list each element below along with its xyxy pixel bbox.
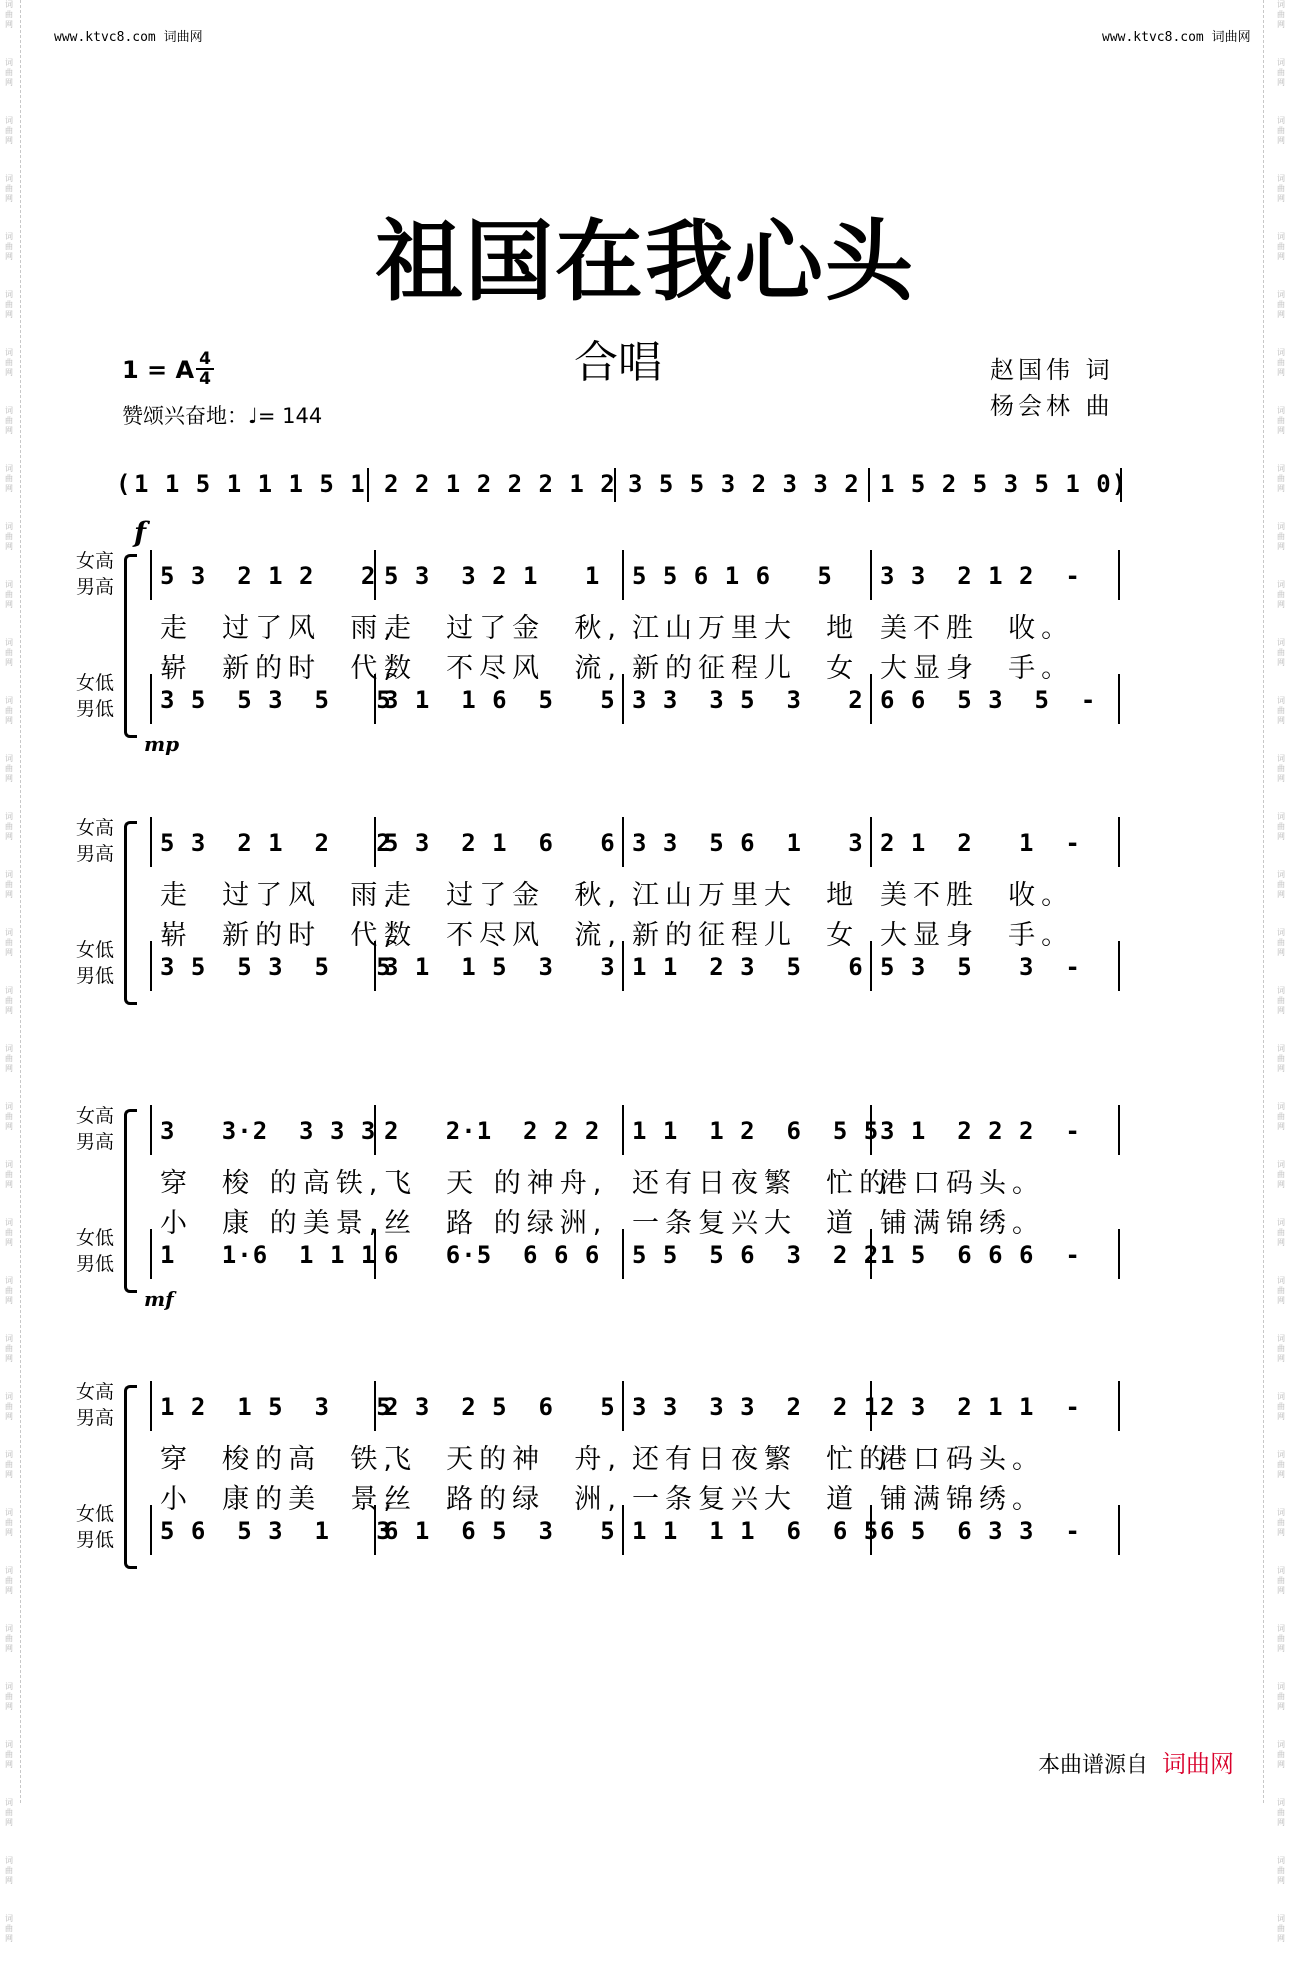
side-watermark-text: 词 曲 网 [1277,812,1285,841]
barline [622,1381,624,1431]
barline [622,941,624,991]
upper-voice-notes: 3 3 3 3 2 2 1 [632,1393,880,1421]
part-label: 男低 [76,965,115,987]
lower-voice-notes: 5 3 5 3 - [880,953,1081,981]
lyrics-verse-1: 飞 天 的神舟, [384,1168,608,1199]
side-watermark-text: 词 曲 网 [1277,928,1285,957]
lower-voice-notes: 5 6 5 3 1 3 [160,1517,392,1545]
part-label: 男低 [76,1529,115,1551]
lower-voice-notes: 3 3 3 5 3 2 [632,686,864,714]
lower-voice-notes: 6 6·5 6 6 6 [384,1241,601,1269]
side-watermark-text: 词 曲 网 [5,522,13,551]
part-label: 女低 [76,672,115,694]
side-watermark-text: 词 曲 网 [5,1102,13,1131]
time-signature-top: 4 [199,349,211,369]
side-watermark-text: 词 曲 网 [5,986,13,1015]
part-label: 男低 [76,698,115,720]
side-watermark-text: 词 曲 网 [5,580,13,609]
upper-voice-notes: 5 3 2 1 2 2 [160,829,392,857]
side-watermark-text: 词 曲 网 [1277,1508,1285,1537]
side-watermark-text: 词 曲 网 [1277,1450,1285,1479]
side-watermark-text: 词 曲 网 [1277,1798,1285,1827]
lyrics-verse-1: 飞 天的神 舟, [384,1444,622,1475]
side-watermark-text: 词 曲 网 [1277,1044,1285,1073]
barline [870,817,872,867]
composer-credit: 杨会林 曲 [990,392,1114,420]
lyrics-verse-1: 走 过了金 秋, [384,613,622,644]
lower-voice-notes: 3 1 1 6 5 5 [384,686,616,714]
barline [1120,468,1122,502]
part-label: 男高 [76,576,115,598]
intro-open-paren: ( [116,470,132,498]
upper-voice-notes: 2 1 2 1 - [880,829,1081,857]
dynamic-marking: mp [144,732,180,756]
source-footer [1038,1744,1234,1779]
lyrics-verse-2: 一条复兴大 道 [632,1484,860,1515]
intro-measure: 2 2 1 2 2 2 1 2 [384,470,616,498]
barline [622,550,624,600]
upper-voice-notes: 2 2·1 2 2 2 [384,1117,601,1145]
lyrics-verse-1: 江山万里大 地 [632,880,860,911]
side-watermark-text: 词 曲 网 [5,754,13,783]
lyrics-verse-2: 铺满锦绣。 [880,1484,1045,1515]
lyrics-verse-1: 走 过了风 雨, [160,613,398,644]
lower-part-labels [76,1225,114,1277]
barline [1118,941,1120,991]
barline [1118,1381,1120,1431]
side-watermark-text: 词 曲 网 [1277,232,1285,261]
part-label: 女低 [76,1227,115,1249]
part-label: 女低 [76,1503,115,1525]
side-watermark-text: 词 曲 网 [5,116,13,145]
upper-voice-notes: 5 5 6 1 6 5 [632,562,833,590]
barline [622,674,624,724]
lower-voice-notes: 6 6 5 3 5 - [880,686,1097,714]
barline [868,468,870,502]
system-brace [124,821,137,1005]
barline [150,1505,152,1555]
watermark-right: www.ktvc8.com 词曲网 [1102,30,1251,45]
system-brace [124,554,137,738]
side-watermark-text: 词 曲 网 [1277,464,1285,493]
barline [150,1381,152,1431]
side-watermark-text: 词 曲 网 [1277,1624,1285,1653]
lyrics-verse-2: 一条复兴大 道 [632,1208,860,1239]
side-watermark-text: 词 曲 网 [1277,638,1285,667]
side-watermark-text: 词 曲 网 [1277,1218,1285,1247]
lyrics-verse-2: 小 康 的美景, [160,1208,384,1239]
lower-voice-notes: 6 1 6 5 3 5 [384,1517,616,1545]
upper-part-labels [76,1379,114,1431]
barline [1118,817,1120,867]
barline [622,1505,624,1555]
upper-part-labels [76,548,114,600]
lyrics-verse-1: 穿 梭 的高铁, [160,1168,384,1199]
side-watermark-text: 词 曲 网 [5,0,13,29]
lyrics-verse-1: 港口码头。 [880,1444,1045,1475]
lower-voice-notes: 3 5 5 3 5 5 [160,686,392,714]
lower-part-labels [76,1501,114,1553]
side-watermark-text: 词 曲 网 [1277,1102,1285,1131]
part-label: 男高 [76,843,115,865]
side-watermark-text: 词 曲 网 [1277,696,1285,725]
lyrics-verse-2: 数 不尽风 流, [384,653,622,684]
side-watermark-text: 词 曲 网 [1277,1160,1285,1189]
side-watermark-text: 词 曲 网 [5,232,13,261]
upper-voice-notes: 3 3·2 3 3 3 [160,1117,377,1145]
side-watermark-text: 词 曲 网 [1277,1740,1285,1769]
lyrics-verse-1: 江山万里大 地 [632,613,860,644]
barline [367,468,369,502]
lower-voice-notes: 1 1 2 3 5 6 [632,953,864,981]
part-label: 男高 [76,1131,115,1153]
side-watermark-text: 词 曲 网 [1277,580,1285,609]
lyrics-verse-1: 穿 梭的高 铁, [160,1444,398,1475]
lyrics-verse-2: 大显身 手。 [880,653,1075,684]
upper-voice-notes: 3 3 5 6 1 3 [632,829,864,857]
side-watermark-text: 词 曲 网 [1277,1566,1285,1595]
side-watermark-text: 词 曲 网 [5,1856,13,1885]
upper-voice-notes: 5 3 2 1 6 6 [384,829,616,857]
barline [622,1105,624,1155]
lower-voice-notes: 1 1·6 1 1 1 [160,1241,377,1269]
lower-part-labels [76,670,114,722]
dynamic-marking: mf [144,1287,174,1311]
lyrics-verse-2: 新的征程儿 女 [632,653,860,684]
time-signature-bottom: 4 [199,369,211,389]
lyrics-verse-2: 丝 路的绿 洲, [384,1484,622,1515]
side-watermark-text: 词 曲 网 [5,1566,13,1595]
barline [870,550,872,600]
lower-voice-notes: 1 5 6 6 6 - [880,1241,1081,1269]
dynamic-marking: f [134,516,147,549]
lower-voice-notes: 3 1 1 5 3 3 [384,953,616,981]
song-subtitle: 合唱 [574,337,662,388]
lyrics-verse-1: 走 过了风 雨, [160,880,398,911]
barline [614,468,616,502]
side-watermark-text: 词 曲 网 [5,348,13,377]
part-label: 女高 [76,1105,115,1127]
side-watermark-text: 词 曲 网 [1277,754,1285,783]
upper-voice-notes: 3 1 2 2 2 - [880,1117,1081,1145]
lyrics-verse-2: 数 不尽风 流, [384,920,622,951]
upper-voice-notes: 1 2 1 5 3 5 [160,1393,392,1421]
side-watermark-text: 词 曲 网 [5,1218,13,1247]
system-brace [124,1385,137,1569]
side-watermark-text: 词 曲 网 [5,638,13,667]
upper-part-labels [76,815,114,867]
side-watermark-text: 词 曲 网 [5,174,13,203]
side-watermark-text: 词 曲 网 [1277,348,1285,377]
side-watermark-text: 词 曲 网 [5,812,13,841]
barline [1118,550,1120,600]
upper-part-labels [76,1103,114,1155]
intro-measure: 3 5 5 3 2 3 3 2 [628,470,860,498]
side-watermark-text: 词 曲 网 [5,1798,13,1827]
barline [870,941,872,991]
barline [150,550,152,600]
barline [1118,674,1120,724]
side-watermark-text: 词 曲 网 [5,870,13,899]
side-watermark-text: 词 曲 网 [5,1160,13,1189]
part-label: 女低 [76,939,115,961]
barline [1118,1229,1120,1279]
side-watermark-text: 词 曲 网 [5,1044,13,1073]
side-watermark-text: 词 曲 网 [1277,116,1285,145]
lyrics-verse-1: 还有日夜繁 忙的 [632,1168,893,1199]
upper-voice-notes: 3 3 2 1 2 - [880,562,1081,590]
side-watermark-text: 词 曲 网 [5,406,13,435]
side-watermark-text: 词 曲 网 [1277,1682,1285,1711]
lower-voice-notes: 1 1 1 1 6 6 5 [632,1517,880,1545]
lyrics-verse-1: 还有日夜繁 忙的 [632,1444,893,1475]
lyrics-verse-1: 美不胜 收。 [880,613,1075,644]
part-label: 男低 [76,1253,115,1275]
song-title: 祖国在我心头 [374,210,915,313]
lyrics-verse-2: 崭 新的时 代, [160,653,398,684]
side-watermark-text: 词 曲 网 [5,928,13,957]
barline [150,817,152,867]
side-watermark-text: 词 曲 网 [5,1914,13,1943]
tempo-marking: 赞颂兴奋地：♩= 144 [122,404,323,428]
score-system [0,815,1290,1015]
lower-voice-notes: 6 5 6 3 3 - [880,1517,1081,1545]
side-watermark-text: 词 曲 网 [5,1740,13,1769]
part-label: 男高 [76,1407,115,1429]
lyrics-verse-2: 崭 新的时 代, [160,920,398,951]
side-watermark-text: 词 曲 网 [5,464,13,493]
lower-voice-notes: 3 5 5 3 5 5 [160,953,392,981]
lyrics-verse-2: 丝 路 的绿洲, [384,1208,608,1239]
footer-brand: 词曲网 [1162,1750,1235,1778]
side-watermark-text: 词 曲 网 [1277,406,1285,435]
time-signature [196,350,214,388]
score-system [0,1103,1290,1311]
watermark-left: www.ktvc8.com 词曲网 [54,30,203,45]
lyrics-verse-1: 港口码头。 [880,1168,1045,1199]
intro-measure: 1 1 5 1 1 1 5 1 [134,470,366,498]
upper-voice-notes: 5 3 2 1 2 2 [160,562,377,590]
upper-voice-notes: 1 1 1 2 6 5 5 [632,1117,880,1145]
lyrics-verse-2: 铺满锦绣。 [880,1208,1045,1239]
lower-part-labels [76,937,114,989]
lyrics-verse-2: 新的征程儿 女 [632,920,860,951]
side-watermark-text: 词 曲 网 [5,1624,13,1653]
side-watermark-text: 词 曲 网 [1277,986,1285,1015]
barline [150,941,152,991]
intro-measure: 1 5 2 5 3 5 1 0) [880,470,1128,498]
barline [150,1105,152,1155]
lyrics-verse-2: 大显身 手。 [880,920,1075,951]
part-label: 女高 [76,550,115,572]
barline [622,1229,624,1279]
lyricist-credit: 赵国伟 词 [990,356,1114,384]
barline [870,674,872,724]
side-watermark-text: 词 曲 网 [1277,522,1285,551]
side-watermark-text: 词 曲 网 [1277,0,1285,29]
side-watermark-text: 词 曲 网 [5,1682,13,1711]
side-watermark-text: 词 曲 网 [5,1508,13,1537]
side-watermark-text: 词 曲 网 [1277,1856,1285,1885]
side-watermark-text: 词 曲 网 [1277,1914,1285,1943]
lyrics-verse-1: 美不胜 收。 [880,880,1075,911]
side-watermark-text: 词 曲 网 [1277,290,1285,319]
lower-voice-notes: 5 5 5 6 3 2 2 [632,1241,880,1269]
barline [1118,1105,1120,1155]
part-label: 女高 [76,1381,115,1403]
upper-voice-notes: 5 3 3 2 1 1 [384,562,601,590]
side-watermark-text: 词 曲 网 [5,696,13,725]
side-watermark-text: 词 曲 网 [5,290,13,319]
side-watermark-text: 词 曲 网 [5,1450,13,1479]
side-watermark-text: 词 曲 网 [5,1392,13,1421]
side-watermark-text: 词 曲 网 [1277,58,1285,87]
side-watermark-text: 词 曲 网 [1277,1392,1285,1421]
score-system [0,1379,1290,1579]
lyrics-verse-2: 小 康的美 景, [160,1484,398,1515]
key-signature: 1 = A [122,356,195,384]
footer-text: 本曲谱源自 [1038,1753,1149,1778]
upper-voice-notes: 2 3 2 1 1 - [880,1393,1081,1421]
side-watermark-text: 词 曲 网 [1277,1276,1285,1305]
lyrics-verse-1: 走 过了金 秋, [384,880,622,911]
upper-voice-notes: 2 3 2 5 6 5 [384,1393,616,1421]
part-label: 女高 [76,817,115,839]
barline [150,1229,152,1279]
side-watermark-text: 词 曲 网 [5,1276,13,1305]
side-watermark-text: 词 曲 网 [1277,174,1285,203]
system-brace [124,1109,137,1293]
barline [150,674,152,724]
side-watermark-text: 词 曲 网 [1277,870,1285,899]
side-watermark-text: 词 曲 网 [5,58,13,87]
barline [622,817,624,867]
side-watermark-text: 词 曲 网 [5,1334,13,1363]
side-watermark-text: 词 曲 网 [1277,1334,1285,1363]
barline [1118,1505,1120,1555]
intro-line [0,470,1290,510]
